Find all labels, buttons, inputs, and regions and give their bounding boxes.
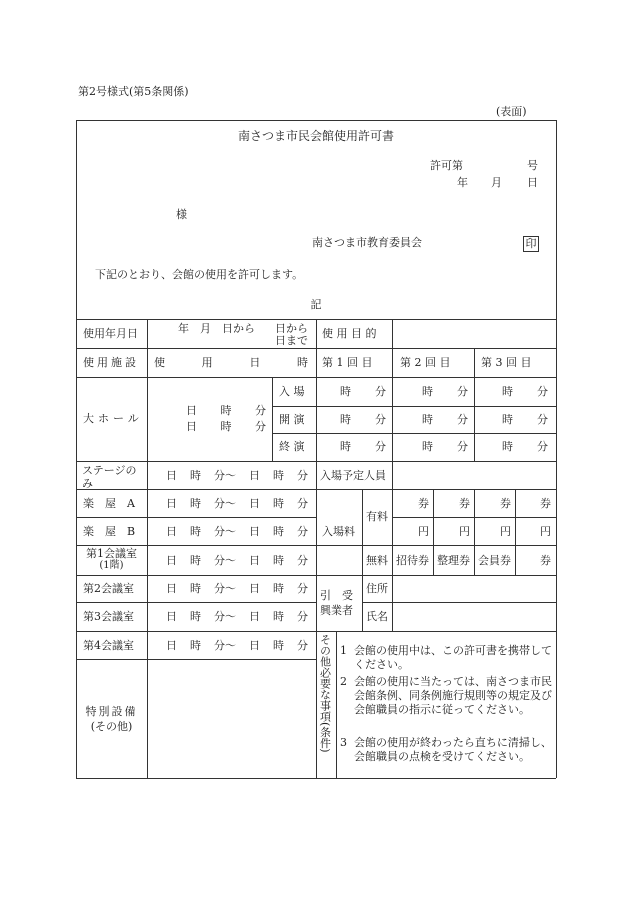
free-type-invitation: 招待券	[396, 554, 429, 567]
hall-time-cell: 時 分	[502, 385, 548, 398]
condition-text: 会館の使用中は、この許可書を携帯してください。	[354, 644, 552, 671]
condition-number: 3	[340, 736, 347, 749]
room-time-range: 日 時 分〜 日 時 分	[166, 525, 308, 538]
ticket-unit: 券	[540, 497, 551, 510]
yen-unit: 円	[459, 525, 470, 538]
date-day: 日	[527, 176, 538, 189]
room-label-meeting-3: 第3会議室	[83, 610, 134, 623]
free-type-member: 会員券	[478, 554, 511, 567]
ki-heading: 記	[310, 298, 322, 311]
room-label-meeting-1-sub: (1階)	[99, 560, 124, 571]
room-label-meeting-2: 第2会議室	[83, 582, 134, 595]
hall-label: 大ホール	[83, 412, 143, 425]
room-label-dressing-a: 楽 屋 A	[83, 497, 135, 510]
date-year: 年	[457, 176, 468, 189]
hall-time-cell: 時 分	[502, 413, 548, 426]
session-1-heading: 第 1 回 目	[322, 356, 373, 369]
room-label-meeting-4: 第4会議室	[83, 639, 134, 652]
facility-time-heading: 使 用 日 時	[154, 356, 308, 369]
ticket-unit: 券	[418, 497, 429, 510]
session-3-heading: 第 3 回 目	[481, 356, 532, 369]
permit-number-suffix: 号	[527, 159, 538, 172]
expected-attendance-label: 入場予定人員	[320, 469, 386, 482]
room-label-dressing-b: 楽 屋 B	[83, 525, 136, 538]
hall-kind-entry: 入 場	[279, 385, 305, 398]
period-to-line1: 日から	[275, 322, 308, 335]
hall-time-cell: 時 分	[502, 440, 548, 453]
side-label: (表面)	[496, 105, 527, 118]
seal-mark: 印	[523, 236, 539, 252]
issuer-name: 南さつま市教育委員会	[312, 236, 422, 249]
promoter-address-label: 住所	[366, 582, 388, 595]
form-number-label: 第2号様式(第5条関係)	[78, 85, 189, 98]
hall-time-cell: 時 分	[340, 385, 386, 398]
conditions-vertical-label: その他必要な事項(条件)	[318, 634, 332, 753]
yen-unit: 円	[500, 525, 511, 538]
intro-text: 下記のとおり、会館の使用を許可します。	[95, 268, 304, 281]
hall-daytime-line2: 日 時 分	[186, 420, 266, 433]
room-time-range: 日 時 分〜 日 時 分	[166, 554, 308, 567]
condition-text: 会館の使用に当たっては、南さつま市民会館条例、同条例施行規則等の規定及び会館職員の指示に従ってください。	[354, 675, 552, 716]
hall-kind-closing: 終 演	[279, 440, 305, 453]
date-month: 月	[491, 176, 502, 189]
admission-free-label: 無料	[366, 554, 388, 567]
condition-number: 2	[340, 675, 347, 688]
hall-kind-opening: 開 演	[279, 413, 305, 426]
room-label-meeting-1: 第1会議室	[86, 547, 137, 560]
form-title: 南さつま市民会館使用許可書	[237, 129, 394, 143]
hall-time-cell: 時 分	[422, 413, 468, 426]
free-type-numbered: 整理券	[437, 554, 470, 567]
condition-number: 1	[340, 644, 347, 657]
addressee-suffix: 様	[176, 208, 187, 221]
hall-daytime-line1: 日 時 分	[186, 404, 266, 417]
room-time-range: 日 時 分〜 日 時 分	[166, 610, 308, 623]
condition-text: 会館の使用が終わったら直ちに清掃し、会館職員の点検を受けてください。	[354, 736, 552, 763]
purpose-label: 使 用 目 的	[322, 327, 377, 340]
hall-time-cell: 時 分	[422, 440, 468, 453]
promoter-label-line1: 引 受	[320, 589, 353, 602]
special-equipment-label: 特別設備	[85, 705, 138, 718]
permit-number-prefix: 許可第	[430, 159, 463, 172]
yen-unit: 円	[540, 525, 551, 538]
promoter-name-label: 氏名	[366, 610, 388, 623]
special-equipment-sub: (その他)	[90, 720, 133, 733]
room-time-range: 日 時 分〜 日 時 分	[166, 639, 308, 652]
period-label: 使用年月日	[83, 327, 138, 340]
period-to-line2: 日まで	[275, 334, 308, 347]
hall-time-cell: 時 分	[340, 413, 386, 426]
ticket-unit: 券	[459, 497, 470, 510]
promoter-label-line2: 興業者	[320, 604, 353, 617]
free-ticket-unit: 券	[540, 554, 551, 567]
session-2-heading: 第 2 回 目	[400, 356, 451, 369]
ticket-unit: 券	[500, 497, 511, 510]
admission-label: 入場料	[322, 525, 355, 538]
room-time-range: 日 時 分〜 日 時 分	[166, 582, 308, 595]
hall-time-cell: 時 分	[422, 385, 468, 398]
admission-paid-label: 有料	[366, 510, 388, 523]
facility-label: 使用施設	[83, 356, 139, 369]
room-label-stage: ステージのみ	[82, 464, 137, 490]
hall-time-cell: 時 分	[340, 440, 386, 453]
yen-unit: 円	[418, 525, 429, 538]
room-time-range: 日 時 分〜 日 時 分	[166, 497, 308, 510]
period-from: 年 月 日から	[178, 322, 255, 335]
room-time-range: 日 時 分〜 日 時 分	[166, 469, 308, 482]
